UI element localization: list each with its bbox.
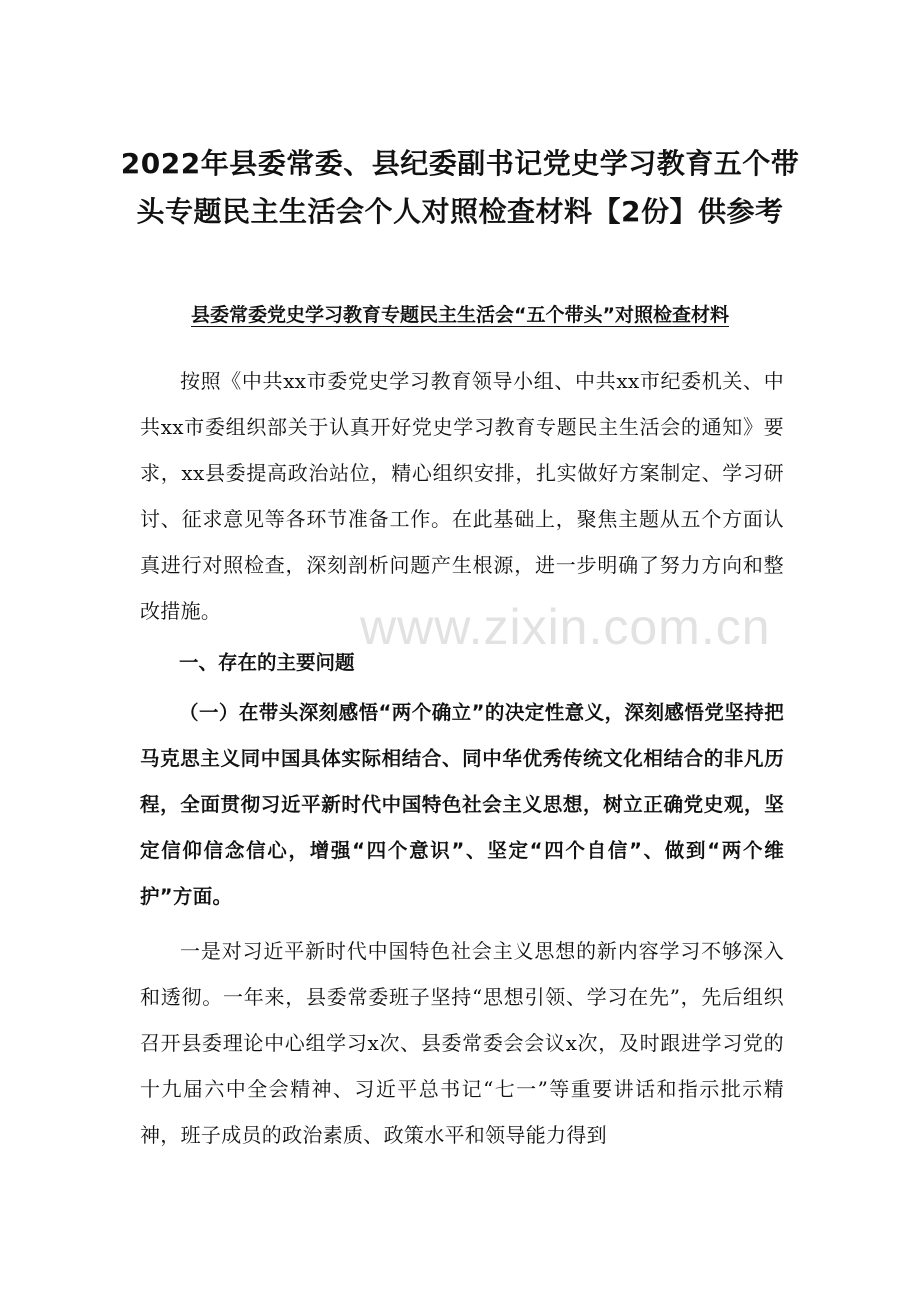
intro-paragraph: 按照《中共xx市委党史学习教育领导小组、中共xx市纪委机关、中共xx市委组织部关于认真开好党史学习教育专题民主生活会的通知》要求，xx县委提高政治站位，精心组织安排，扎实做好方案制定、学习研讨、征求意见等各环节准备工作。在此基础上，聚焦主题从五个方面认真进行对照检查，深刻剖析问题产生根源，进一步明确了努力方向和整改措施。 — [140, 369, 784, 623]
body-paragraph: 一是对习近平新时代中国特色社会主义思想的新内容学习不够深入和透彻。一年来，县委常委班子坚持“思想引领、学习在先”，先后组织召开县委理论中心组学习x次、县委常委会会议x次，及时跟进学习党的十九届六中全会精神、习近平总书记“七一”等重要讲话和指示批示精神，班子成员的政治素质、政策水平和领导能力得到 — [140, 939, 784, 1147]
subsection-heading: （一）在带头深刻感悟“两个确立”的决定性意义，深刻感悟党坚持把马克思主义同中国具体实际相结合、同中华优秀传统文化相结合的非凡历程，全面贯彻习近平新时代中国特色社会主义思想，树立正确党史观，坚定信仰信念信心，增强“四个意识”、坚定“四个自信”、做到“两个维护”方面。 — [140, 701, 784, 908]
document-subtitle: 县委常委党史学习教育专题民主生活会“五个带头”对照检查材料 — [191, 304, 729, 326]
document-title: 2022年县委常委、县纪委副书记党史学习教育五个带头专题民主生活会个人对照检查材料【2份】供参考 — [120, 147, 800, 228]
watermark: www.zixin.com.cn — [360, 599, 771, 655]
section-heading: 一、存在的主要问题 — [179, 651, 355, 674]
